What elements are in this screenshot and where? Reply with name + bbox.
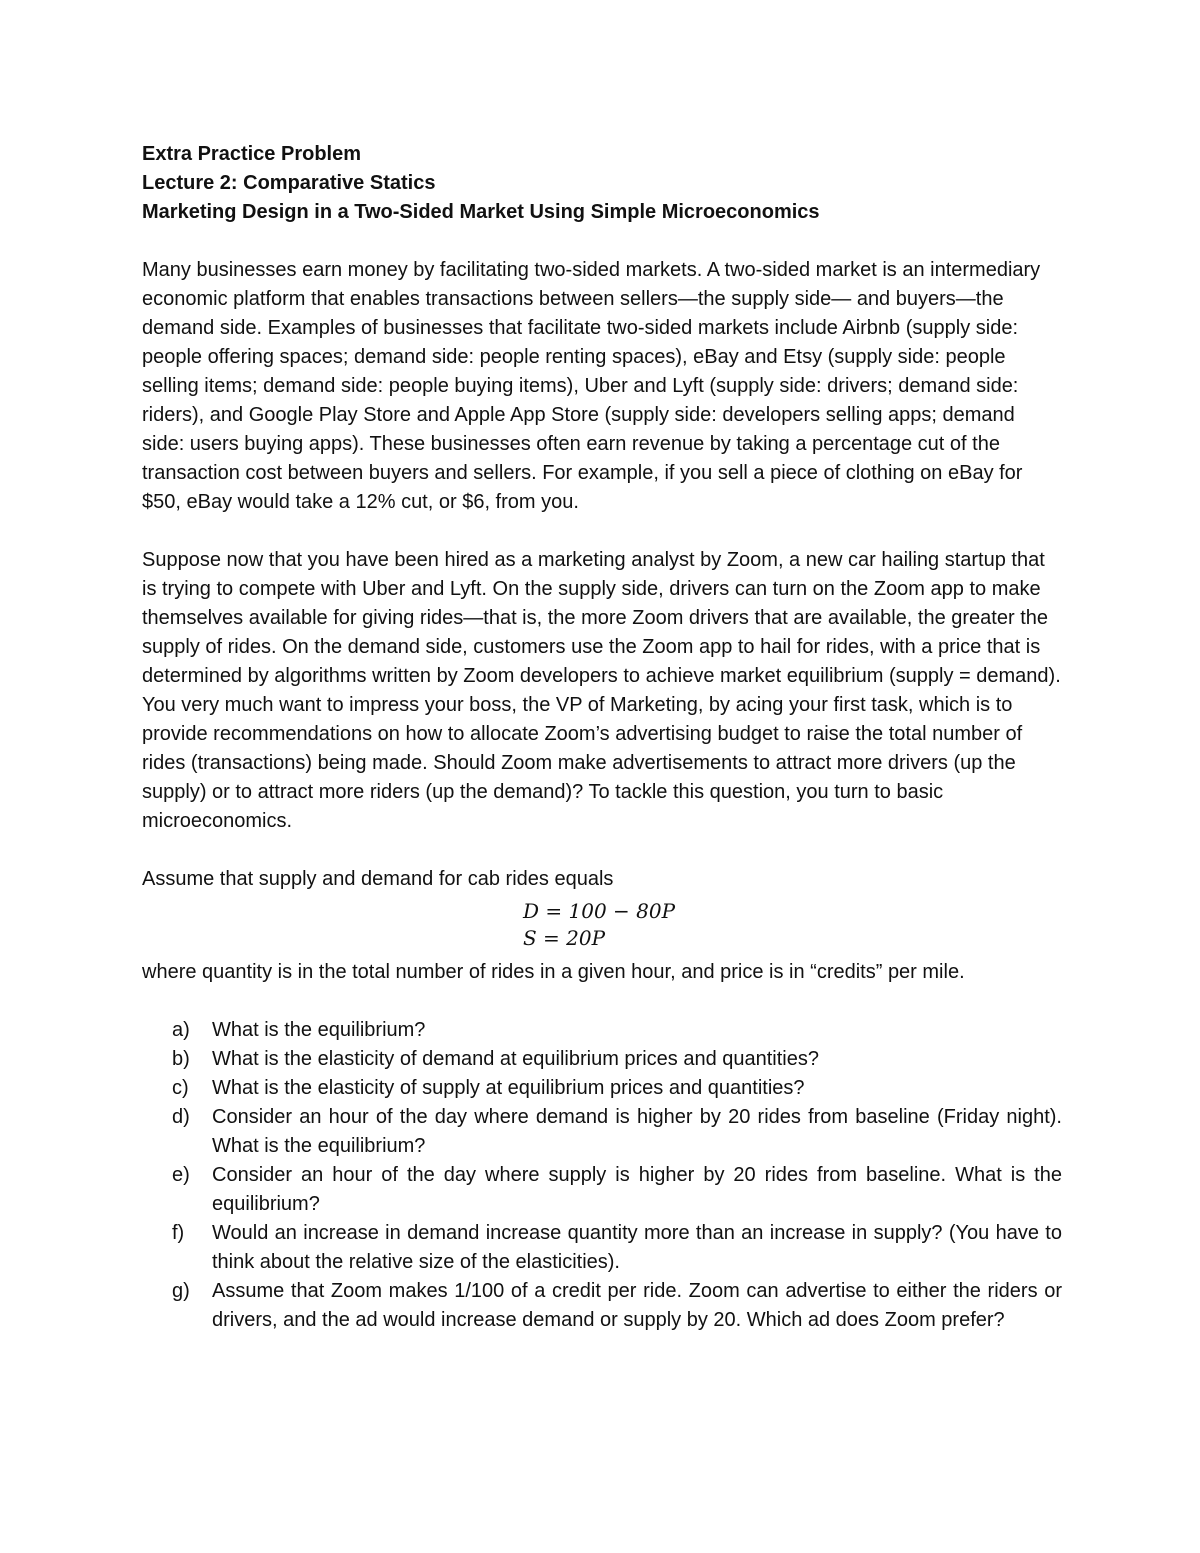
question-item <box>142 1045 1062 1074</box>
spacer <box>142 836 1062 865</box>
lecture-title: Lecture 2: Comparative Statics <box>142 172 436 194</box>
question-text: What is the equilibrium? <box>212 1019 426 1041</box>
question-label: a) <box>172 1019 190 1041</box>
document-title: Extra Practice Problem <box>142 143 361 165</box>
demand-equation: D = 100 − 80P <box>523 899 676 923</box>
question-item <box>142 1016 1062 1045</box>
question-item <box>142 1103 1062 1161</box>
question-text: What is the elasticity of supply at equilibrium prices and quantities? <box>212 1077 805 1099</box>
spacer <box>142 987 1062 1016</box>
question-text: Assume that Zoom makes 1/100 of a credit per ride. Zoom can advertise to either the riders or drivers, and the ad would increase demand or supply by 20. Which ad does Zoom prefer? <box>212 1280 1062 1331</box>
question-text: Would an increase in demand increase quantity more than an increase in supply? (You have to think about the relative size of the elasticities). <box>212 1222 1062 1273</box>
question-item <box>142 1277 1062 1335</box>
question-item <box>142 1074 1062 1103</box>
units-note: where quantity is in the total number of rides in a given hour, and price is in “credits” per mile. <box>142 961 965 983</box>
scenario-paragraph: Suppose now that you have been hired as a marketing analyst by Zoom, a new car hailing startup that is trying to compete with Uber and Lyft. On the supply side, drivers can turn on the Zoom app to make themselves available for giving rides—that is, the more Zoom drivers that are available, the greater the supply of rides. On the demand side, customers use the Zoom app to hail for rides, with a price that is determined by algorithms written by Zoom developers to achieve market equilibrium (supply = demand). You very much want to impress your boss, the VP of Marketing, by acing your first task, which is to provide recommendations on how to allocate Zoom’s advertising budget to raise the total number of rides (transactions) being made. Should Zoom make advertisements to attract more drivers (up the supply) or to attract more riders (up the demand)? To tackle this question, you turn to basic microeconomics. <box>142 549 1061 832</box>
question-label: d) <box>172 1106 190 1128</box>
question-list <box>142 1016 1062 1335</box>
question-item <box>142 1161 1062 1219</box>
question-label: g) <box>172 1280 190 1302</box>
supply-equation: S = 20P <box>523 926 606 950</box>
document-page <box>142 140 1062 1335</box>
problem-title: Marketing Design in a Two-Sided Market Using Simple Microeconomics <box>142 201 820 223</box>
spacer <box>142 517 1062 546</box>
question-text: Consider an hour of the day where demand is higher by 20 rides from baseline (Friday night). What is the equilibrium? <box>212 1106 1062 1157</box>
equations-block <box>523 898 1062 952</box>
question-label: b) <box>172 1048 190 1070</box>
question-label: f) <box>172 1222 185 1244</box>
question-text: Consider an hour of the day where supply is higher by 20 rides from baseline. What is the equilibrium? <box>212 1164 1062 1215</box>
spacer <box>142 227 1062 256</box>
question-label: c) <box>172 1077 189 1099</box>
question-text: What is the elasticity of demand at equilibrium prices and quantities? <box>212 1048 819 1070</box>
question-label: e) <box>172 1164 190 1186</box>
question-item <box>142 1219 1062 1277</box>
assumption-text: Assume that supply and demand for cab rides equals <box>142 868 614 890</box>
intro-paragraph: Many businesses earn money by facilitating two-sided markets. A two-sided market is an intermediary economic platform that enables transactions between sellers—the supply side— and buyers—the demand side. Examples of businesses that facilitate two-sided markets include Airbnb (supply side: people offering spaces; demand side: people renting spaces), eBay and Etsy (supply side: people selling items; demand side: people buying items), Uber and Lyft (supply side: drivers; demand side: riders), and Google Play Store and Apple App Store (supply side: developers selling apps; demand side: users buying apps). These businesses often earn revenue by taking a percentage cut of the transaction cost between buyers and sellers. For example, if you sell a piece of clothing on eBay for $50, eBay would take a 12% cut, or $6, from you. <box>142 259 1041 513</box>
